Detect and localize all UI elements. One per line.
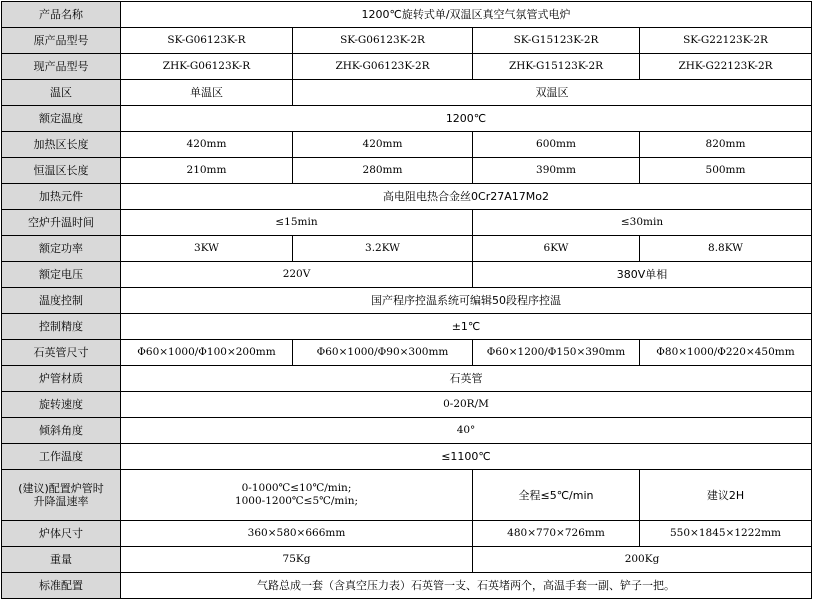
row-heating-length	[2, 132, 812, 158]
spec-table	[1, 1, 812, 599]
row-rated-power	[2, 236, 812, 262]
table-cell: ZHK-G22123K-2R	[640, 54, 812, 80]
row-original-model	[2, 28, 812, 54]
table-cell: 1200℃	[121, 106, 812, 132]
table-cell: 国产程序控温系统可编辑50段程序控温	[121, 288, 812, 314]
table-cell: 40°	[121, 418, 812, 444]
table-cell: 220V	[121, 262, 473, 288]
table-cell: ZHK-G06123K-2R	[293, 54, 473, 80]
row-label: 额定功率	[2, 236, 121, 262]
table-cell: SK-G06123K-2R	[293, 28, 473, 54]
table-cell: 石英管	[121, 366, 812, 392]
row-label: 旋转速度	[2, 392, 121, 418]
row-weight	[2, 547, 812, 573]
row-current-model	[2, 54, 812, 80]
row-rated-temp	[2, 106, 812, 132]
table-cell: 6KW	[473, 236, 640, 262]
row-rated-voltage	[2, 262, 812, 288]
row-label: 现产品型号	[2, 54, 121, 80]
table-cell: 420mm	[121, 132, 293, 158]
table-cell: 390mm	[473, 158, 640, 184]
table-cell: SK-G06123K-R	[121, 28, 293, 54]
table-cell: Φ80×1000/Φ220×450mm	[640, 340, 812, 366]
table-cell: 气路总成一套（含真空压力表）石英管一支、石英堵两个，高温手套一副、铲子一把。	[121, 573, 812, 599]
row-standard-config	[2, 573, 812, 599]
table-cell: 建议2H	[640, 470, 812, 521]
row-zone	[2, 80, 812, 106]
table-cell: 420mm	[293, 132, 473, 158]
row-label: 加热元件	[2, 184, 121, 210]
rate-line: 1000-1200℃≤5℃/min;	[234, 495, 359, 507]
table-cell: 820mm	[640, 132, 812, 158]
table-cell: 3KW	[121, 236, 293, 262]
table-cell: Φ60×1000/Φ90×300mm	[293, 340, 473, 366]
row-label: 产品名称	[2, 2, 121, 28]
table-cell: 全程≤5℃/min	[473, 470, 640, 521]
table-cell: 600mm	[473, 132, 640, 158]
table-cell	[121, 470, 473, 521]
row-label: 炉管材质	[2, 366, 121, 392]
table-cell: 500mm	[640, 158, 812, 184]
table-cell: 单温区	[121, 80, 293, 106]
table-cell: 高电阻电热合金丝0Cr27A17Mo2	[121, 184, 812, 210]
table-cell: ZHK-G06123K-R	[121, 54, 293, 80]
table-cell: 550×1845×1222mm	[640, 521, 812, 547]
table-cell: 380V单相	[473, 262, 812, 288]
table-cell: ±1℃	[121, 314, 812, 340]
table-cell: SK-G22123K-2R	[640, 28, 812, 54]
row-label: 倾斜角度	[2, 418, 121, 444]
row-working-temp	[2, 444, 812, 470]
row-quartz-tube-size	[2, 340, 812, 366]
table-cell: 200Kg	[473, 547, 812, 573]
row-label: 炉体尺寸	[2, 521, 121, 547]
row-label: 空炉升温时间	[2, 210, 121, 236]
row-heating-rate	[2, 470, 812, 521]
row-label: 工作温度	[2, 444, 121, 470]
row-heating-element	[2, 184, 812, 210]
row-heatup-time	[2, 210, 812, 236]
row-label: 重量	[2, 547, 121, 573]
row-product-name	[2, 2, 812, 28]
table-cell: 0-20R/M	[121, 392, 812, 418]
row-label: 标准配置	[2, 573, 121, 599]
row-label: 加热区长度	[2, 132, 121, 158]
table-cell: ZHK-G15123K-2R	[473, 54, 640, 80]
table-cell: 75Kg	[121, 547, 473, 573]
table-cell: SK-G15123K-2R	[473, 28, 640, 54]
row-label: 额定温度	[2, 106, 121, 132]
row-label-line: 升降温速率	[33, 495, 89, 508]
row-label: 石英管尺寸	[2, 340, 121, 366]
table-cell: ≤30min	[473, 210, 812, 236]
row-label: 温度控制	[2, 288, 121, 314]
product-name-value: 1200℃旋转式单/双温区真空气氛管式电炉	[121, 2, 812, 28]
row-control-precision	[2, 314, 812, 340]
row-rotation-speed	[2, 392, 812, 418]
table-cell: ≤1100℃	[121, 444, 812, 470]
row-label: 额定电压	[2, 262, 121, 288]
table-cell: 3.2KW	[293, 236, 473, 262]
row-tube-material	[2, 366, 812, 392]
table-cell: 8.8KW	[640, 236, 812, 262]
row-furnace-size	[2, 521, 812, 547]
table-cell: 280mm	[293, 158, 473, 184]
rate-line: 0-1000℃≤10℃/min;	[241, 482, 352, 494]
table-cell: Φ60×1000/Φ100×200mm	[121, 340, 293, 366]
table-cell: ≤15min	[121, 210, 473, 236]
table-cell: 210mm	[121, 158, 293, 184]
row-constant-length	[2, 158, 812, 184]
table-cell: 480×770×726mm	[473, 521, 640, 547]
row-label	[2, 470, 121, 521]
row-tilt-angle	[2, 418, 812, 444]
row-label: 温区	[2, 80, 121, 106]
row-label: 控制精度	[2, 314, 121, 340]
table-cell: 双温区	[293, 80, 812, 106]
table-cell: Φ60×1200/Φ150×390mm	[473, 340, 640, 366]
row-label-line: (建议)配置炉管时	[18, 482, 104, 495]
row-label: 恒温区长度	[2, 158, 121, 184]
row-temp-control	[2, 288, 812, 314]
row-label: 原产品型号	[2, 28, 121, 54]
table-cell: 360×580×666mm	[121, 521, 473, 547]
